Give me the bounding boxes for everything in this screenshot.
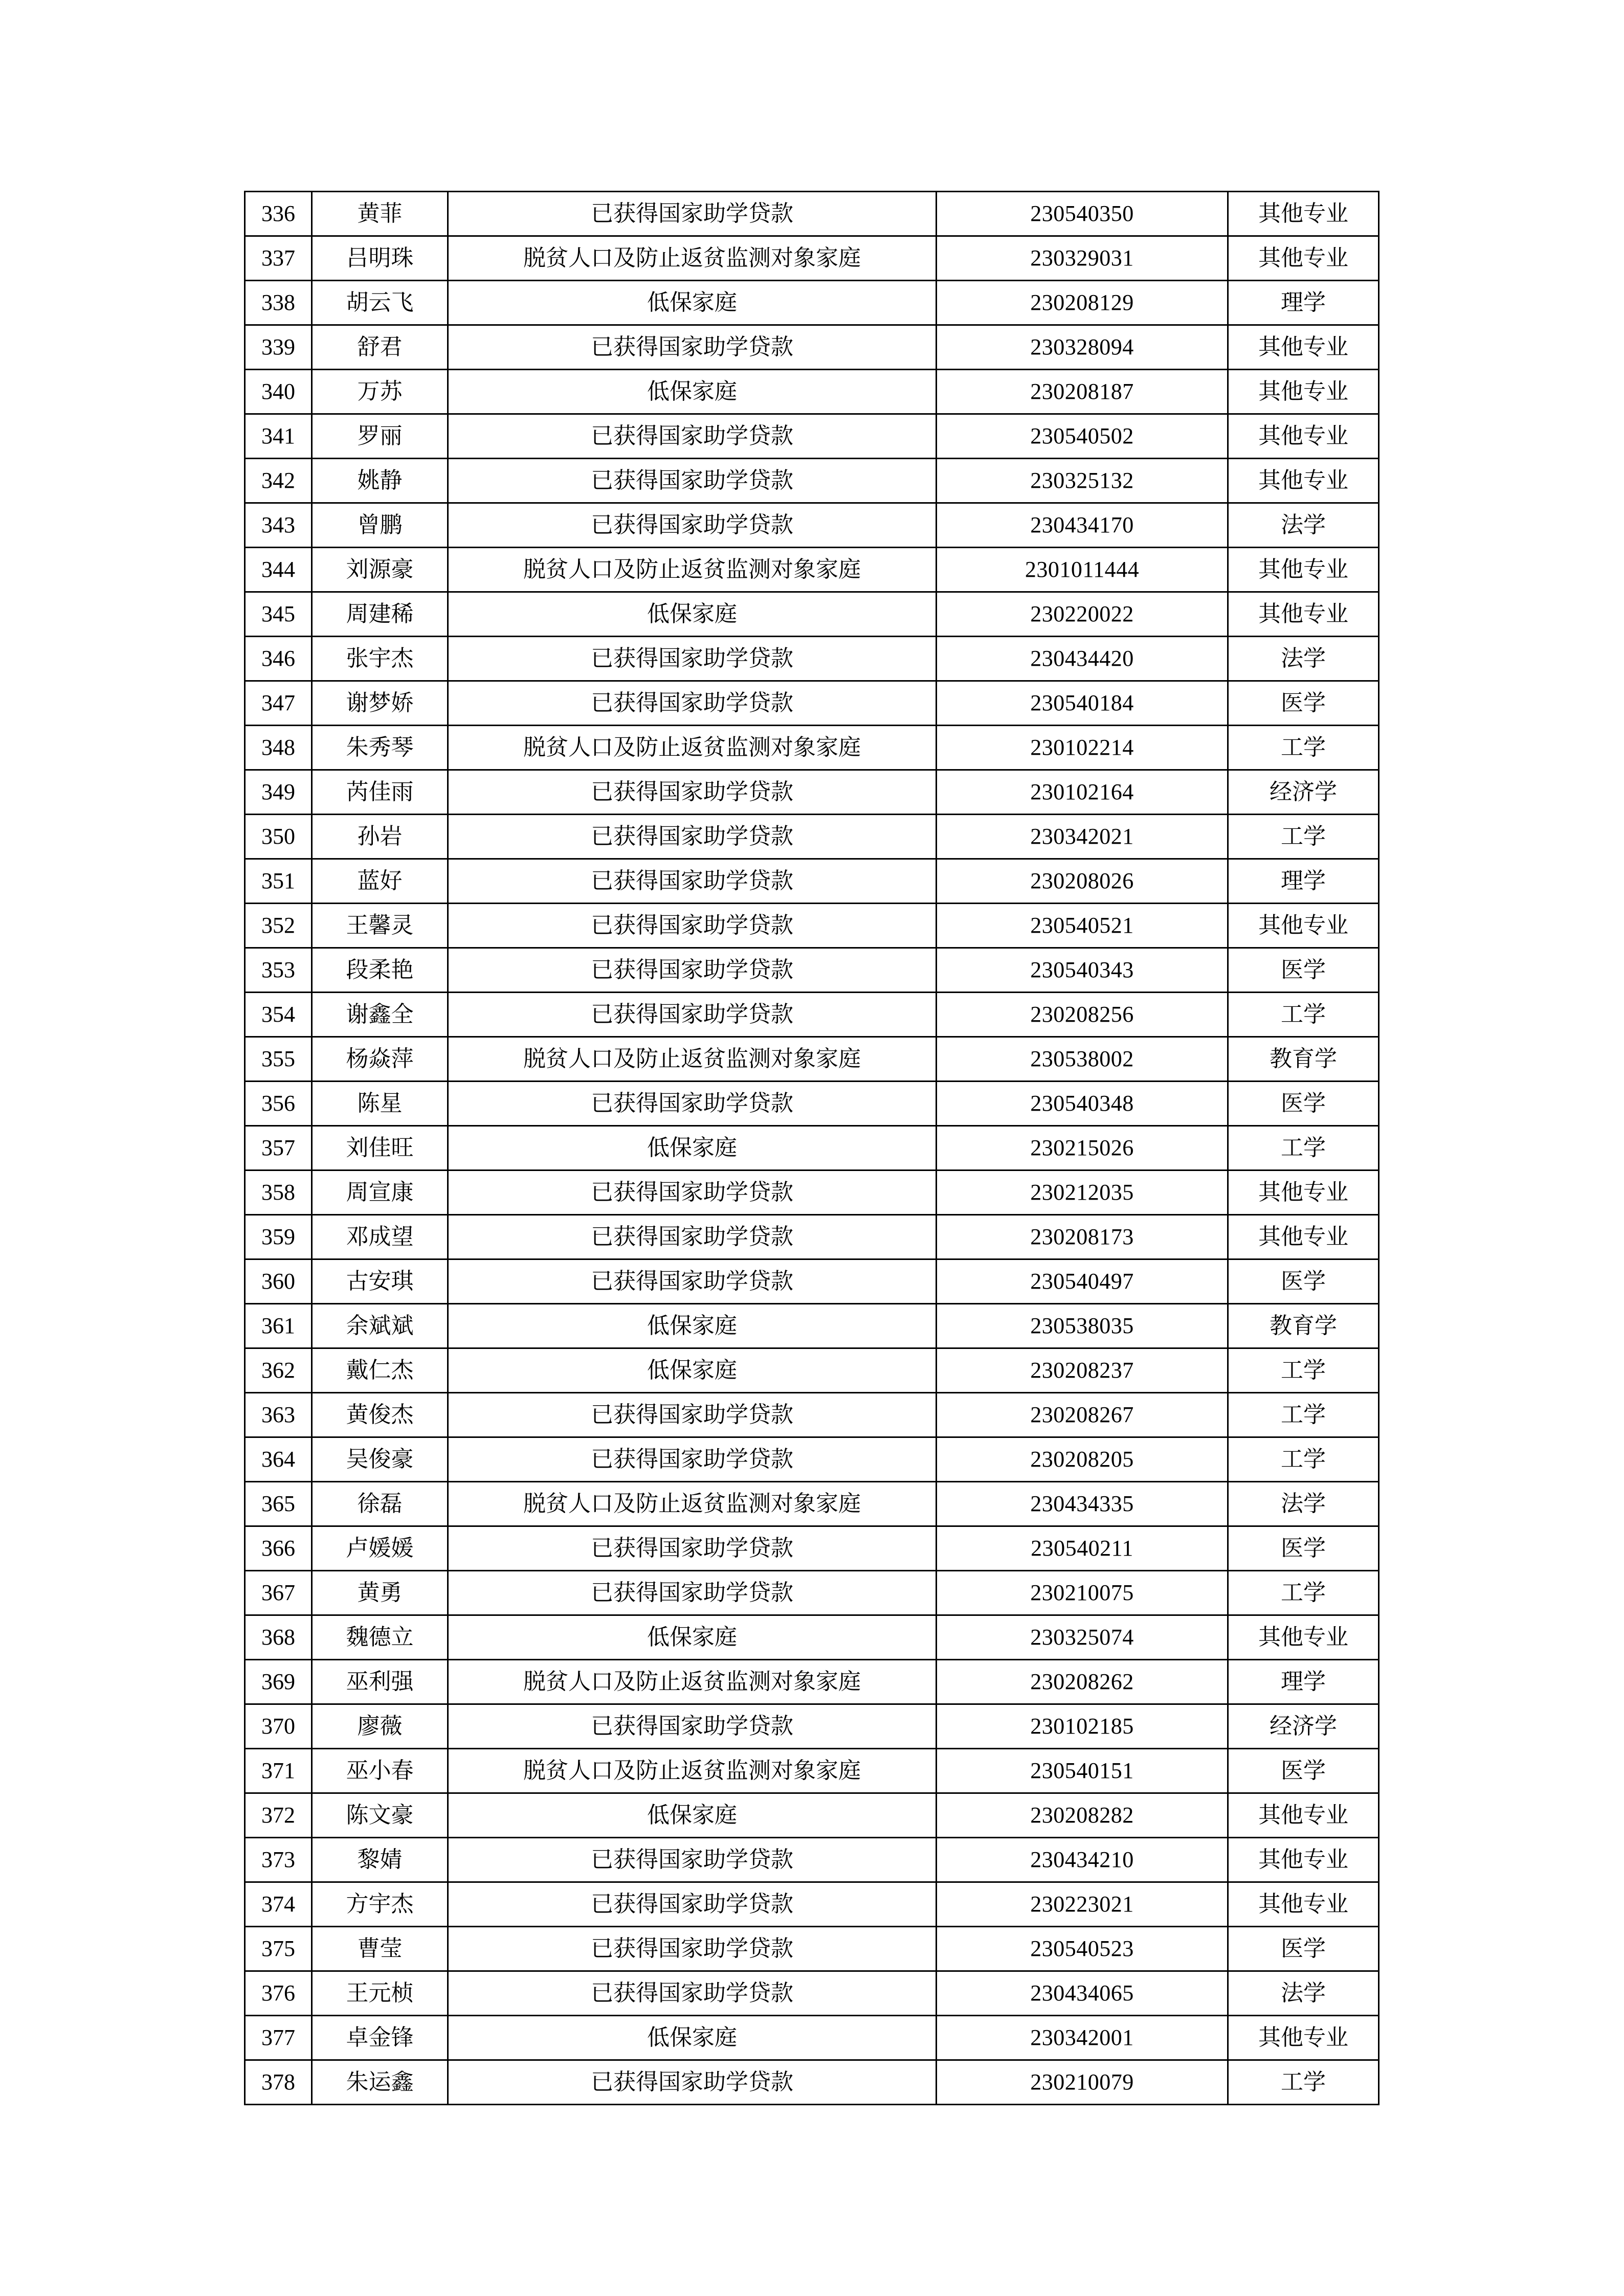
cell-name: 廖薇 — [312, 1704, 448, 1749]
cell-type: 低保家庭 — [448, 1304, 937, 1348]
cell-index: 377 — [245, 2016, 312, 2060]
cell-student-id: 230208237 — [937, 1348, 1228, 1393]
cell-name: 陈文豪 — [312, 1793, 448, 1838]
cell-type: 已获得国家助学贷款 — [448, 1882, 937, 1927]
cell-index: 362 — [245, 1348, 312, 1393]
cell-type: 已获得国家助学贷款 — [448, 815, 937, 859]
cell-student-id: 230434170 — [937, 503, 1228, 548]
cell-student-id: 230220022 — [937, 592, 1228, 637]
cell-type: 已获得国家助学贷款 — [448, 1082, 937, 1126]
cell-student-id: 230540521 — [937, 904, 1228, 948]
table-row — [245, 1259, 1379, 1304]
cell-student-id: 230208129 — [937, 281, 1228, 325]
cell-major: 其他专业 — [1228, 370, 1379, 414]
cell-index: 359 — [245, 1215, 312, 1259]
cell-student-id: 230540523 — [937, 1927, 1228, 1971]
cell-name: 黎婧 — [312, 1838, 448, 1882]
cell-name: 罗丽 — [312, 414, 448, 459]
cell-name: 魏德立 — [312, 1615, 448, 1660]
cell-type: 已获得国家助学贷款 — [448, 325, 937, 370]
cell-name: 万苏 — [312, 370, 448, 414]
cell-index: 374 — [245, 1882, 312, 1927]
cell-major: 理学 — [1228, 859, 1379, 904]
cell-type: 已获得国家助学贷款 — [448, 637, 937, 681]
cell-type: 已获得国家助学贷款 — [448, 904, 937, 948]
cell-index: 341 — [245, 414, 312, 459]
table-row — [245, 2016, 1379, 2060]
cell-name: 朱秀琴 — [312, 726, 448, 770]
cell-index: 336 — [245, 192, 312, 236]
table-row — [245, 1348, 1379, 1393]
cell-type: 已获得国家助学贷款 — [448, 414, 937, 459]
cell-student-id: 230540211 — [937, 1526, 1228, 1571]
cell-student-id: 230102164 — [937, 770, 1228, 815]
cell-type: 已获得国家助学贷款 — [448, 2060, 937, 2105]
cell-index: 375 — [245, 1927, 312, 1971]
cell-major: 工学 — [1228, 815, 1379, 859]
cell-major: 医学 — [1228, 1749, 1379, 1793]
roster-table-container — [244, 191, 1378, 2105]
cell-student-id: 230540343 — [937, 948, 1228, 993]
cell-student-id: 230540350 — [937, 192, 1228, 236]
cell-student-id: 230208262 — [937, 1660, 1228, 1704]
cell-major: 医学 — [1228, 1082, 1379, 1126]
cell-type: 已获得国家助学贷款 — [448, 1927, 937, 1971]
cell-name: 邓成望 — [312, 1215, 448, 1259]
cell-student-id: 230342021 — [937, 815, 1228, 859]
cell-major: 其他专业 — [1228, 548, 1379, 592]
cell-type: 已获得国家助学贷款 — [448, 948, 937, 993]
table-row — [245, 1882, 1379, 1927]
cell-student-id: 230538035 — [937, 1304, 1228, 1348]
cell-major: 教育学 — [1228, 1037, 1379, 1082]
table-row — [245, 681, 1379, 726]
cell-major: 其他专业 — [1228, 1215, 1379, 1259]
cell-major: 其他专业 — [1228, 904, 1379, 948]
table-row — [245, 1482, 1379, 1526]
cell-index: 344 — [245, 548, 312, 592]
cell-major: 法学 — [1228, 1482, 1379, 1526]
cell-index: 340 — [245, 370, 312, 414]
table-row — [245, 1838, 1379, 1882]
table-row — [245, 1304, 1379, 1348]
cell-student-id: 230540151 — [937, 1749, 1228, 1793]
cell-index: 347 — [245, 681, 312, 726]
table-row — [245, 1571, 1379, 1615]
cell-index: 351 — [245, 859, 312, 904]
cell-major: 工学 — [1228, 1393, 1379, 1437]
cell-type: 脱贫人口及防止返贫监测对象家庭 — [448, 1749, 937, 1793]
table-row — [245, 993, 1379, 1037]
cell-type: 脱贫人口及防止返贫监测对象家庭 — [448, 1482, 937, 1526]
cell-name: 周建稀 — [312, 592, 448, 637]
table-row — [245, 1971, 1379, 2016]
cell-name: 胡云飞 — [312, 281, 448, 325]
cell-student-id: 230434065 — [937, 1971, 1228, 2016]
cell-name: 段柔艳 — [312, 948, 448, 993]
cell-name: 古安琪 — [312, 1259, 448, 1304]
cell-type: 已获得国家助学贷款 — [448, 1437, 937, 1482]
cell-type: 低保家庭 — [448, 1793, 937, 1838]
cell-type: 脱贫人口及防止返贫监测对象家庭 — [448, 236, 937, 281]
cell-major: 其他专业 — [1228, 236, 1379, 281]
cell-name: 曹莹 — [312, 1927, 448, 1971]
cell-type: 脱贫人口及防止返贫监测对象家庭 — [448, 726, 937, 770]
cell-type: 已获得国家助学贷款 — [448, 192, 937, 236]
cell-index: 349 — [245, 770, 312, 815]
cell-student-id: 230342001 — [937, 2016, 1228, 2060]
cell-major: 其他专业 — [1228, 2016, 1379, 2060]
cell-index: 342 — [245, 459, 312, 503]
table-row — [245, 637, 1379, 681]
student-roster-table — [244, 191, 1380, 2105]
cell-major: 工学 — [1228, 1126, 1379, 1170]
cell-student-id: 230434210 — [937, 1838, 1228, 1882]
cell-index: 339 — [245, 325, 312, 370]
cell-type: 已获得国家助学贷款 — [448, 1526, 937, 1571]
cell-student-id: 230434335 — [937, 1482, 1228, 1526]
cell-index: 356 — [245, 1082, 312, 1126]
cell-index: 370 — [245, 1704, 312, 1749]
table-body — [245, 192, 1379, 2105]
cell-type: 脱贫人口及防止返贫监测对象家庭 — [448, 548, 937, 592]
cell-type: 已获得国家助学贷款 — [448, 859, 937, 904]
cell-index: 338 — [245, 281, 312, 325]
cell-index: 345 — [245, 592, 312, 637]
cell-type: 已获得国家助学贷款 — [448, 770, 937, 815]
cell-major: 工学 — [1228, 1348, 1379, 1393]
table-row — [245, 192, 1379, 236]
cell-major: 医学 — [1228, 948, 1379, 993]
table-row — [245, 592, 1379, 637]
cell-major: 其他专业 — [1228, 1170, 1379, 1215]
cell-major: 法学 — [1228, 637, 1379, 681]
cell-type: 已获得国家助学贷款 — [448, 1704, 937, 1749]
cell-student-id: 230208282 — [937, 1793, 1228, 1838]
cell-name: 巫小春 — [312, 1749, 448, 1793]
cell-major: 理学 — [1228, 1660, 1379, 1704]
cell-type: 已获得国家助学贷款 — [448, 459, 937, 503]
cell-student-id: 230540502 — [937, 414, 1228, 459]
cell-index: 366 — [245, 1526, 312, 1571]
table-row — [245, 1793, 1379, 1838]
cell-name: 张宇杰 — [312, 637, 448, 681]
cell-student-id: 230208187 — [937, 370, 1228, 414]
cell-index: 352 — [245, 904, 312, 948]
cell-name: 卢媛媛 — [312, 1526, 448, 1571]
cell-name: 徐磊 — [312, 1482, 448, 1526]
cell-name: 王元桢 — [312, 1971, 448, 2016]
cell-name: 余斌斌 — [312, 1304, 448, 1348]
cell-student-id: 230325132 — [937, 459, 1228, 503]
cell-major: 理学 — [1228, 281, 1379, 325]
cell-type: 已获得国家助学贷款 — [448, 1838, 937, 1882]
table-row — [245, 503, 1379, 548]
cell-major: 其他专业 — [1228, 414, 1379, 459]
cell-type: 低保家庭 — [448, 1126, 937, 1170]
table-row — [245, 325, 1379, 370]
table-row — [245, 859, 1379, 904]
cell-name: 吴俊豪 — [312, 1437, 448, 1482]
cell-name: 姚静 — [312, 459, 448, 503]
cell-type: 低保家庭 — [448, 592, 937, 637]
cell-major: 工学 — [1228, 993, 1379, 1037]
table-row — [245, 414, 1379, 459]
cell-type: 已获得国家助学贷款 — [448, 1571, 937, 1615]
cell-major: 其他专业 — [1228, 459, 1379, 503]
cell-index: 348 — [245, 726, 312, 770]
cell-name: 陈星 — [312, 1082, 448, 1126]
cell-index: 350 — [245, 815, 312, 859]
cell-student-id: 230540184 — [937, 681, 1228, 726]
cell-index: 353 — [245, 948, 312, 993]
cell-index: 368 — [245, 1615, 312, 1660]
cell-index: 355 — [245, 1037, 312, 1082]
cell-index: 346 — [245, 637, 312, 681]
cell-student-id: 230540497 — [937, 1259, 1228, 1304]
cell-index: 378 — [245, 2060, 312, 2105]
cell-name: 黄勇 — [312, 1571, 448, 1615]
cell-name: 芮佳雨 — [312, 770, 448, 815]
cell-name: 曾鹏 — [312, 503, 448, 548]
cell-student-id: 230328094 — [937, 325, 1228, 370]
cell-major: 医学 — [1228, 1526, 1379, 1571]
table-row — [245, 370, 1379, 414]
cell-student-id: 230223021 — [937, 1882, 1228, 1927]
table-row — [245, 1126, 1379, 1170]
table-row — [245, 904, 1379, 948]
cell-name: 杨焱萍 — [312, 1037, 448, 1082]
cell-major: 医学 — [1228, 681, 1379, 726]
cell-name: 黄俊杰 — [312, 1393, 448, 1437]
cell-index: 360 — [245, 1259, 312, 1304]
cell-name: 王馨灵 — [312, 904, 448, 948]
cell-major: 工学 — [1228, 1571, 1379, 1615]
cell-name: 周宣康 — [312, 1170, 448, 1215]
cell-name: 谢鑫全 — [312, 993, 448, 1037]
cell-type: 已获得国家助学贷款 — [448, 1259, 937, 1304]
cell-index: 337 — [245, 236, 312, 281]
table-row — [245, 1660, 1379, 1704]
cell-student-id: 230208173 — [937, 1215, 1228, 1259]
cell-index: 358 — [245, 1170, 312, 1215]
cell-major: 法学 — [1228, 1971, 1379, 2016]
cell-index: 357 — [245, 1126, 312, 1170]
cell-type: 已获得国家助学贷款 — [448, 1215, 937, 1259]
table-row — [245, 281, 1379, 325]
cell-type: 低保家庭 — [448, 1348, 937, 1393]
cell-type: 脱贫人口及防止返贫监测对象家庭 — [448, 1660, 937, 1704]
cell-name: 朱运鑫 — [312, 2060, 448, 2105]
cell-type: 已获得国家助学贷款 — [448, 1393, 937, 1437]
cell-student-id: 230210075 — [937, 1571, 1228, 1615]
cell-major: 医学 — [1228, 1259, 1379, 1304]
cell-index: 369 — [245, 1660, 312, 1704]
cell-index: 354 — [245, 993, 312, 1037]
cell-student-id: 230329031 — [937, 236, 1228, 281]
cell-student-id: 2301011444 — [937, 548, 1228, 592]
cell-index: 376 — [245, 1971, 312, 2016]
table-row — [245, 236, 1379, 281]
table-row — [245, 1170, 1379, 1215]
cell-type: 低保家庭 — [448, 281, 937, 325]
cell-type: 已获得国家助学贷款 — [448, 1971, 937, 2016]
cell-index: 361 — [245, 1304, 312, 1348]
cell-index: 343 — [245, 503, 312, 548]
cell-student-id: 230102185 — [937, 1704, 1228, 1749]
cell-student-id: 230208205 — [937, 1437, 1228, 1482]
cell-type: 已获得国家助学贷款 — [448, 1170, 937, 1215]
cell-name: 吕明珠 — [312, 236, 448, 281]
table-row — [245, 1037, 1379, 1082]
cell-major: 经济学 — [1228, 1704, 1379, 1749]
cell-major: 其他专业 — [1228, 325, 1379, 370]
cell-index: 371 — [245, 1749, 312, 1793]
cell-student-id: 230540348 — [937, 1082, 1228, 1126]
cell-name: 戴仁杰 — [312, 1348, 448, 1393]
cell-major: 经济学 — [1228, 770, 1379, 815]
cell-major: 其他专业 — [1228, 192, 1379, 236]
table-row — [245, 1393, 1379, 1437]
table-row — [245, 1437, 1379, 1482]
cell-index: 373 — [245, 1838, 312, 1882]
cell-name: 刘佳旺 — [312, 1126, 448, 1170]
table-row — [245, 815, 1379, 859]
cell-type: 已获得国家助学贷款 — [448, 681, 937, 726]
cell-major: 工学 — [1228, 2060, 1379, 2105]
cell-major: 其他专业 — [1228, 1882, 1379, 1927]
cell-student-id: 230208256 — [937, 993, 1228, 1037]
table-row — [245, 1704, 1379, 1749]
cell-student-id: 230215026 — [937, 1126, 1228, 1170]
cell-major: 教育学 — [1228, 1304, 1379, 1348]
table-row — [245, 1526, 1379, 1571]
cell-name: 卓金锋 — [312, 2016, 448, 2060]
cell-index: 367 — [245, 1571, 312, 1615]
cell-major: 医学 — [1228, 1927, 1379, 1971]
cell-type: 低保家庭 — [448, 370, 937, 414]
cell-index: 365 — [245, 1482, 312, 1526]
cell-index: 372 — [245, 1793, 312, 1838]
cell-major: 其他专业 — [1228, 592, 1379, 637]
cell-type: 脱贫人口及防止返贫监测对象家庭 — [448, 1037, 937, 1082]
cell-index: 364 — [245, 1437, 312, 1482]
cell-major: 法学 — [1228, 503, 1379, 548]
cell-name: 舒君 — [312, 325, 448, 370]
table-row — [245, 770, 1379, 815]
cell-student-id: 230212035 — [937, 1170, 1228, 1215]
cell-student-id: 230538002 — [937, 1037, 1228, 1082]
cell-type: 低保家庭 — [448, 1615, 937, 1660]
table-row — [245, 1215, 1379, 1259]
table-row — [245, 1927, 1379, 1971]
cell-major: 其他专业 — [1228, 1793, 1379, 1838]
cell-major: 其他专业 — [1228, 1615, 1379, 1660]
cell-type: 低保家庭 — [448, 2016, 937, 2060]
cell-student-id: 230325074 — [937, 1615, 1228, 1660]
cell-type: 已获得国家助学贷款 — [448, 503, 937, 548]
table-row — [245, 726, 1379, 770]
cell-name: 刘源豪 — [312, 548, 448, 592]
table-row — [245, 1749, 1379, 1793]
cell-student-id: 230208267 — [937, 1393, 1228, 1437]
cell-name: 孙岩 — [312, 815, 448, 859]
table-row — [245, 948, 1379, 993]
cell-student-id: 230210079 — [937, 2060, 1228, 2105]
table-row — [245, 2060, 1379, 2105]
cell-type: 已获得国家助学贷款 — [448, 993, 937, 1037]
cell-name: 谢梦娇 — [312, 681, 448, 726]
cell-student-id: 230102214 — [937, 726, 1228, 770]
cell-name: 蓝好 — [312, 859, 448, 904]
cell-name: 方宇杰 — [312, 1882, 448, 1927]
table-row — [245, 1082, 1379, 1126]
table-row — [245, 459, 1379, 503]
cell-major: 工学 — [1228, 726, 1379, 770]
table-row — [245, 548, 1379, 592]
cell-major: 其他专业 — [1228, 1838, 1379, 1882]
table-row — [245, 1615, 1379, 1660]
cell-student-id: 230434420 — [937, 637, 1228, 681]
cell-name: 黄菲 — [312, 192, 448, 236]
cell-major: 工学 — [1228, 1437, 1379, 1482]
cell-index: 363 — [245, 1393, 312, 1437]
cell-name: 巫利强 — [312, 1660, 448, 1704]
cell-student-id: 230208026 — [937, 859, 1228, 904]
